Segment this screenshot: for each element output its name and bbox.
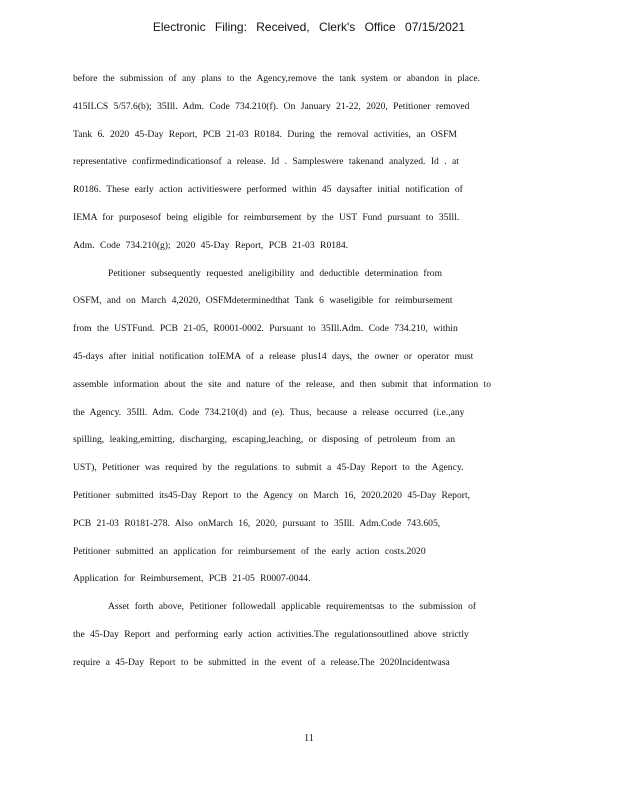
text-line: PCB 21-03 R0181-278. Also onMarch 16, 2020, pursuant to 35Ill. Adm.Code 743.605, xyxy=(73,517,441,529)
text-line: R0186. These early action activitieswere performed within 45 daysafter initial notification of xyxy=(73,184,463,196)
text-line: IEMA for purposesof being eligible for reimbursement by the UST Fund pursuant to 35Ill. xyxy=(73,211,460,223)
text-line: OSFM, and on March 4,2020, OSFMdeterminedthat Tank 6 waseligible for reimbursement xyxy=(73,295,453,307)
paragraph-first-line: Petitioner subsequently requested aneligibility and deductible determination from xyxy=(108,267,443,279)
text-line: Application for Reimbursement, PCB 21-05 R0007-0044. xyxy=(73,573,311,585)
document-body xyxy=(73,68,553,680)
text-line: the 45-Day Report and performing early action activities.The regulationsoutlined above strictly xyxy=(73,628,469,640)
text-line: from the USTFund. PCB 21-05, R0001-0002. Pursuant to 35Ill.Adm. Code 734.210, within xyxy=(73,323,458,335)
text-line: assemble information about the site and nature of the release, and then submit that information to xyxy=(73,378,491,390)
text-line: before the submission of any plans to the Agency,remove the tank system or abandon in place. xyxy=(73,73,480,84)
text-line: UST), Petitioner was required by the regulations to submit a 45-Day Report to the Agency. xyxy=(73,462,464,474)
text-line: representative confirmedindicationsof a release. Id . Sampleswere takenand analyzed. Id . at xyxy=(73,156,459,168)
text-line: spilling, leaking,emitting, discharging, escaping,leaching, or disposing of petroleum from an xyxy=(73,434,455,446)
text-line: the Agency. 35Ill. Adm. Code 734.210(d) and (e). Thus, because a release occurred (i.e.,any xyxy=(73,406,465,418)
text-line: Adm. Code 734.210(g); 2020 45-Day Report, PCB 21-03 R0184. xyxy=(73,239,349,251)
page-number: 11 xyxy=(304,733,314,744)
filing-stamp-header: Electronic Filing: Received, Clerk's Office 07/15/2021 xyxy=(152,20,466,34)
text-line: Petitioner submitted an application for reimbursement of the early action costs.2020 xyxy=(73,545,426,557)
text-line: Tank 6. 2020 45-Day Report, PCB 21-03 R0184. During the removal activities, an OSFM xyxy=(73,128,457,140)
text-line: require a 45-Day Report to be submitted in the event of a release.The 2020Incidentwasa xyxy=(73,656,450,668)
paragraph-first-line: Asset forth above, Petitioner followedall applicable requirementsas to the submission of xyxy=(108,601,477,613)
text-line: Petitioner submitted its45-Day Report to the Agency on March 16, 2020.2020 45-Day Report, xyxy=(73,489,471,501)
text-line: 45-days after initial notification toIEMA of a release plus14 days, the owner or operator must xyxy=(73,350,474,362)
text-line: 415ILCS 5/57.6(b); 35Ill. Adm. Code 734.210(f). On January 21-22, 2020, Petitioner removed xyxy=(73,100,470,112)
